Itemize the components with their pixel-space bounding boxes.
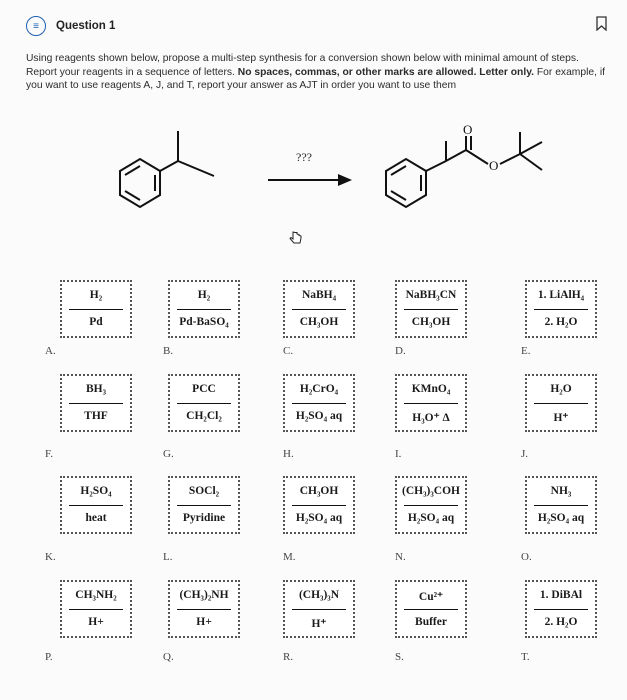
question-prompt [26,52,612,93]
question-title: Question 1 [56,20,116,32]
reagent-divider [177,309,231,310]
reagent-bottom: 2. H₂O [544,616,578,628]
bookmark-icon[interactable] [596,16,607,31]
reagent-box-e [525,280,597,338]
reagent-bottom: Pd-BaSO₄ [179,316,229,328]
reagent-bottom: H₂SO₄ aq [295,512,343,524]
prompt-text-2: For example, if you want to use reagents A, J, and T, report your answer as AJT in order you want to use them [26,66,605,92]
reagent-box-p [60,580,132,638]
reagent-bottom: H⁺ [311,618,327,630]
reagent-letter: T. [521,651,530,663]
reagent-divider [534,309,588,310]
svg-text:O: O [463,122,473,137]
reagent-box-t [525,580,597,638]
reagent-top: CH₃OH [299,485,339,497]
reagent-letter: E. [521,345,531,357]
reagent-box-o [525,476,597,534]
reagent-top: NH₃ [550,485,572,497]
reagent-top: (CH₃)₃COH [402,485,460,497]
reaction-arrow [268,174,352,186]
reagent-box-m [283,476,355,534]
reagent-letter: A. [45,345,56,357]
reagent-divider [404,505,458,506]
reagent-top: PCC [192,383,216,395]
reagent-top: H₂O [550,383,572,395]
reagent-divider [69,609,123,610]
reagent-top: (CH₃)₂NH [179,589,229,601]
reagent-divider [404,609,458,610]
reagent-letter: N. [395,551,406,563]
reagent-top: 1. DiBAl [539,589,583,601]
reagent-letter: M. [283,551,296,563]
reagent-letter: H. [283,448,294,460]
reagent-top: 1. LiAlH₄ [537,289,585,301]
reagent-divider [292,505,346,506]
reagent-divider [534,403,588,404]
reagent-top: BH₃ [85,383,107,395]
prompt-bold: No spaces, commas, or other marks are allowed. Letter only. [237,66,535,78]
reagent-letter: I. [395,448,402,460]
reagent-bottom: H₂SO₄ aq [295,410,343,422]
reagent-bottom: CH₂Cl₂ [186,410,222,422]
reagent-box-q [168,580,240,638]
reagent-letter: S. [395,651,404,663]
reagent-letter: L. [163,551,173,563]
prompt-text-1: Using reagents shown below, propose a multi-step synthesis for a conversion shown below with minimal amount of steps. Report your reagents in a sequence of letters. [26,53,579,78]
reagent-top: H₂ [197,289,211,301]
reagent-bottom: H₂SO₄ aq [537,512,585,524]
reagent-letter: G. [163,448,174,460]
arrow-label: ??? [296,150,312,164]
starting-material [120,131,214,207]
reagent-top: NaBH₃CN [405,289,457,301]
reagent-divider [534,609,588,610]
reagent-top: H₂CrO₄ [299,383,339,395]
reagent-letter: R. [283,651,294,663]
reagent-top: Cu²⁺ [418,591,444,603]
reagent-bottom: CH₃OH [299,316,339,328]
hand-cursor-icon [288,230,304,246]
reagent-letter: D. [395,345,406,357]
reagent-bottom: H₃O⁺ Δ [412,412,450,424]
reagent-top: H₂SO₄ [80,485,112,497]
reagent-top: CH₃NH₂ [75,589,117,601]
reagent-bottom: H₂SO₄ aq [407,512,455,524]
reagent-divider [69,505,123,506]
reagent-divider [69,403,123,404]
reagent-box-j [525,374,597,432]
reagent-divider [69,309,123,310]
reagent-box-r [283,580,355,638]
reagent-bottom: THF [84,410,108,422]
reagent-box-h [283,374,355,432]
reagent-top: SOCl₂ [188,485,220,497]
reaction-scheme [0,118,627,238]
reagent-bottom: Pd [89,316,103,328]
reagent-divider [292,609,346,610]
reagent-box-g [168,374,240,432]
reagent-letter: B. [163,345,174,357]
reagent-box-l [168,476,240,534]
reagent-box-c [283,280,355,338]
reagent-box-a [60,280,132,338]
reagent-bottom: 2. H₂O [544,316,578,328]
svg-text:O: O [489,158,499,173]
reagent-top: NaBH₄ [301,289,337,301]
reagent-letter: J. [521,448,529,460]
reagent-box-s [395,580,467,638]
reagent-box-i [395,374,467,432]
reagent-divider [534,505,588,506]
reagent-box-k [60,476,132,534]
reagent-box-f [60,374,132,432]
reagent-box-d [395,280,467,338]
reagent-divider [177,403,231,404]
reagent-top: H₂ [89,289,103,301]
reagent-top: (CH₃)₃N [298,589,340,601]
reagent-letter: Q. [163,651,174,663]
reagent-divider [177,609,231,610]
reagent-divider [292,309,346,310]
reagent-letter: C. [283,345,294,357]
reagent-top: KMnO₄ [411,383,451,395]
reagent-letter: F. [45,448,53,460]
reagent-box-n [395,476,467,534]
reagent-bottom: heat [85,512,107,524]
reagent-divider [177,505,231,506]
reagent-divider [292,403,346,404]
reagent-bottom: H+ [88,616,104,628]
reagent-bottom: H+ [196,616,212,628]
product [386,132,542,207]
reagent-letter: O. [521,551,532,563]
reagent-box-b [168,280,240,338]
reagent-divider [404,403,458,404]
question-header [26,16,115,36]
reagent-bottom: CH₃OH [411,316,451,328]
reagent-divider [404,309,458,310]
reagent-bottom: Pyridine [182,512,226,524]
reagent-bottom: Buffer [415,616,447,628]
reagent-bottom: H⁺ [553,412,569,424]
reagent-letter: P. [45,651,53,663]
reagent-letter: K. [45,551,56,563]
list-icon: ≡ [26,16,46,36]
